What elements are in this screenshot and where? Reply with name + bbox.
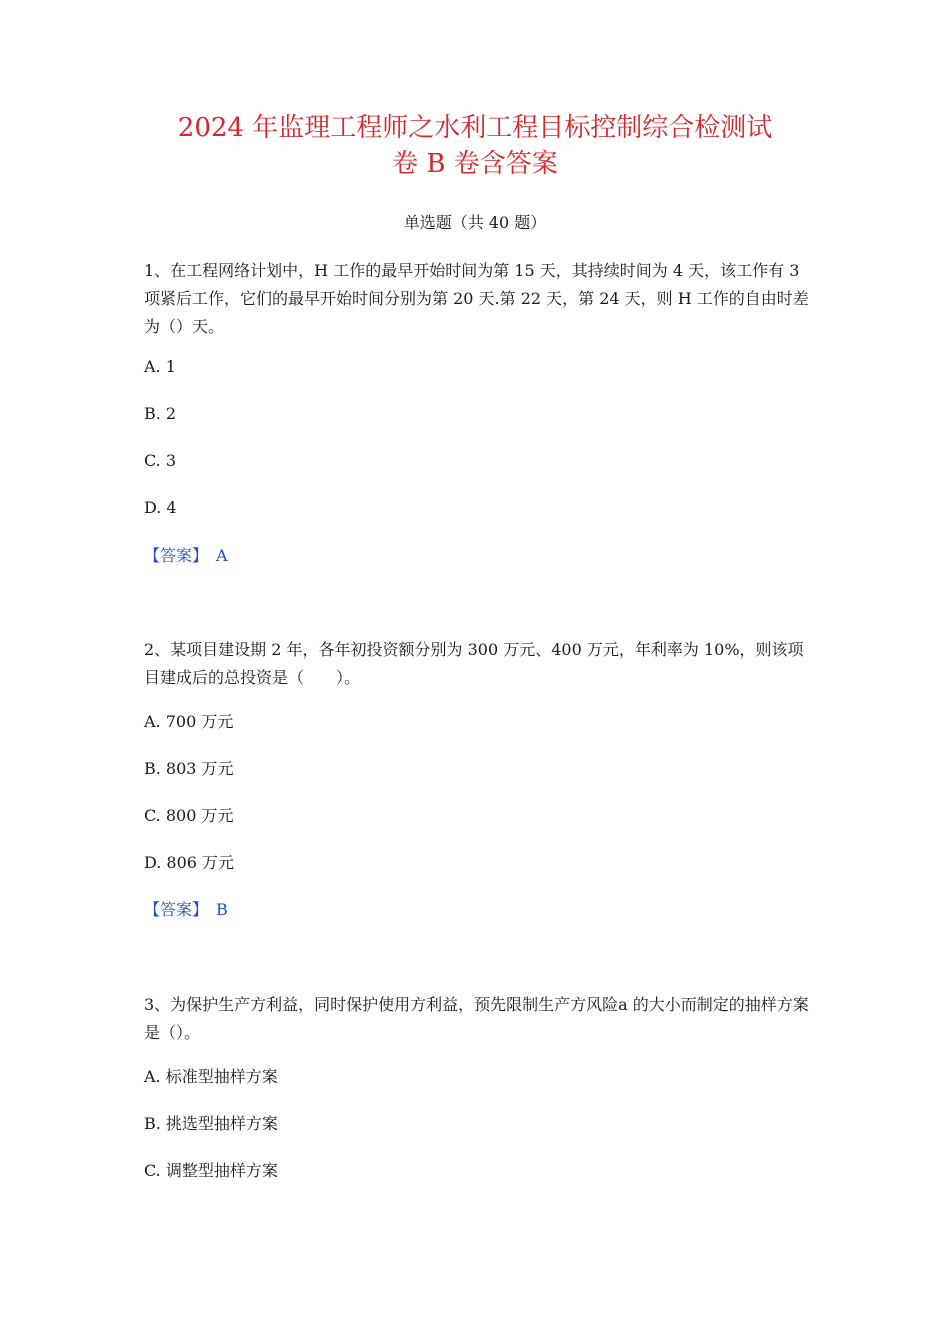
title-line-1: 2024 年监理工程师之水利工程目标控制综合检测试 [177,113,773,143]
question-1-option-a: A. 1 [144,357,176,376]
question-3-text: 3、为保护生产方利益，同时保护使用方利益，预先限制生产方风险a 的大小而制定的抽样方案是（）。 [144,995,809,1042]
question-2-answer [144,898,228,922]
question-2-text: 2、某项目建设期 2 年，各年初投资额分别为 300 万元、400 万元，年利率为 10%，则该项目建成后的总投资是（ ）。 [144,640,804,687]
question-1-option-b: B. 2 [144,404,177,423]
question-1-option-d: D. 4 [144,498,177,517]
answer-label: 【答案】 [144,546,209,565]
question-3-option-b: B. 挑选型抽样方案 [144,1114,278,1133]
answer-value: B [216,900,228,919]
question-2-option-a: A. 700 万元 [144,712,234,731]
question-1-option-c: C. 3 [144,451,177,470]
question-2-option-d: D. 806 万元 [144,853,235,872]
answer-value: A [216,546,228,565]
question-3-option-a: A. 标准型抽样方案 [144,1067,278,1086]
question-1-text: 1、在工程网络计划中，H 工作的最早开始时间为第 15 天，其持续时间为 4 天，该工作有 3 项紧后工作，它们的最早开始时间分别为第 20 天.第 22 天，第 24 天，则 H 工作的自由时差为（）天。 [144,261,809,336]
question-3-option-c: C. 调整型抽样方案 [144,1161,278,1180]
question-2-option-b: B. 803 万元 [144,759,234,778]
section-heading: 单选题（共 40 题） [403,213,547,232]
question-2-option-c: C. 800 万元 [144,806,234,825]
title-line-2: 卷 B 卷含答案 [392,149,558,179]
answer-label: 【答案】 [144,900,209,919]
question-1-answer [144,544,228,568]
document-title [120,110,830,182]
